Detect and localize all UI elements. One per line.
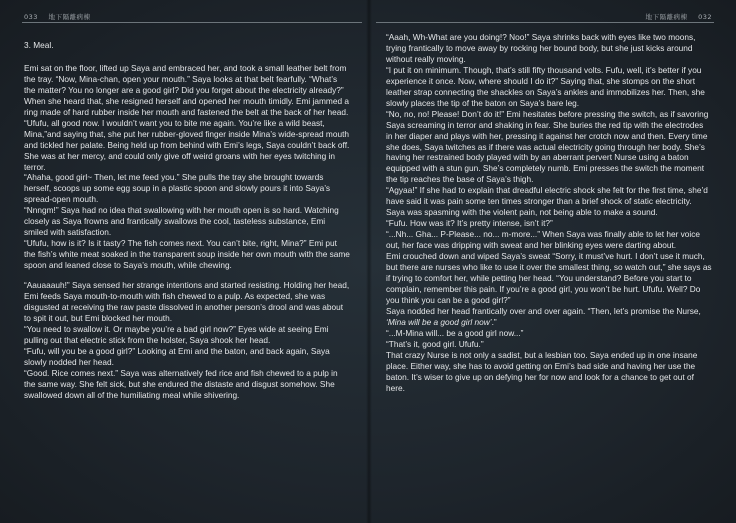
left-page-text bbox=[24, 40, 350, 401]
promise-text: Saya nodded her head frantically over and over again. “Then, let’s promise the Nurse, bbox=[386, 305, 701, 316]
paragraph: “No, no, no! Please! Don’t do it!” Emi hesitates before pressing the switch, as if savoring Saya screaming in terror and shaking in fear. She buries the red tip with the electrodes in her diaper and plays with her, pressing it against her crotch now and then. Every time she does, Saya twitches as if there was actual electricity going through her body. She’s having her restrained body played with by an aberrant pervert Nurse using a baton equipped with a stun gun. She’s completely numb. Emi presses the switch the moment the tip reaches the base of Saya’s thigh. bbox=[386, 108, 709, 185]
paragraph: “Nnngm!” Saya had no idea that swallowing with her mouth open is so hard. Watching closely as Saya frowns and frantically swallows the cool, tasteless substance, Emi smiled with satisfaction. bbox=[24, 205, 339, 238]
paragraph: That crazy Nurse is not only a sadist, but a lesbian too. Saya ended up in one insane place. Either way, she has to avoid getting on Emi’s bad side and having her use the baton. It’s wiser to give up on defying her for now and look for a chance to get out of here. bbox=[386, 349, 698, 393]
paragraph: “Aaah, Wh-What are you doing!? Noo!” Saya shrinks back with eyes like two moons, trying frantically to move away by rocking her bound body, but she just kicks around without really moving. bbox=[386, 32, 696, 64]
paragraph: “Ufufu, how is it? Is it tasty? The fish comes next. You can’t bite, right, Mina?” Emi put the fish’s white meat soaked in the transparent soup inside her own mouth with the same spoon and leaned close to Saya’s mouth, while chewing. bbox=[24, 238, 350, 271]
paragraph: Emi crouched down and wiped Saya’s sweat “Sorry, it must’ve hurt. I don’t use it much, but there are nurses who like to use it over the smallest thing, so watch out,” she says as if trying to comfort her, while petting her head. “You understand? Before you start to complain, remember this pain. If you’re a good girl, you won’t be hurt. Ufufu. Well? Do you think you can be a good girl?” bbox=[386, 251, 712, 305]
left-running-title: 地下隔離病棟 bbox=[48, 13, 91, 21]
paragraph: “Good. Rice comes next.” Saya was alternatively fed rice and fish chewed to a pulp in the same way. She felt sick, but she endured the distaste and disgust somehow. She swallowed down all of the humiliating meal while shivering. bbox=[24, 367, 338, 400]
left-page-header bbox=[24, 12, 91, 21]
promise-quote: ‘Mina will be a good girl now’ bbox=[386, 316, 492, 327]
section-heading: 3. Meal. bbox=[24, 40, 54, 50]
right-header-rule bbox=[376, 22, 714, 23]
paragraph: “Aauaaauh!” Saya sensed her strange intentions and started resisting. Holding her head, Emi feeds Saya mouth-to-mouth with fish chewed to a pulp. As expected, she was disgusted at receiving the raw paste dissolved in another person’s drool and was about to spit it out, but Emi blocked her mouth. bbox=[24, 280, 350, 323]
right-page-number: 032 bbox=[698, 13, 712, 21]
promise-end: .” bbox=[491, 316, 497, 327]
paragraph: “Fufu, will you be a good girl?” Looking at Emi and the baton, and back again, Saya slowly nodded her head. bbox=[24, 345, 330, 367]
paragraph: “...Nh... Gha... P-Please... no... m-more...” When Saya was finally able to let her voice out, her face was dripping with sweat and her blinking eyes were darting about. bbox=[386, 229, 701, 251]
paragraph: “...M-Mina will... be a good girl now...” bbox=[386, 327, 524, 338]
paragraph: “That’s it, good girl. Ufufu.” bbox=[386, 338, 484, 349]
right-running-title: 地下隔離病棟 bbox=[645, 13, 688, 21]
paragraph: “I put it on minimum. Though, that’s still fifty thousand volts. Fufu, well, it’s better if you experience it once. Now, where should I do it?” Saying that, she stomps on the short leather strap connecting the shackles on Saya’s ankles and immobilizes her. Then, she slowly places the tip of the baton on Saya’s bare leg. bbox=[386, 64, 705, 108]
paragraph: “Ahaha, good girl~ Then, let me feed you.” She pulls the tray she brought towards herself, scoops up some egg soup in a plastic spoon and slowly pours it into Saya’s spread-open mouth. bbox=[24, 172, 331, 205]
paragraph: “Fufu. How was it? It’s pretty intense, isn’t it?” bbox=[386, 218, 553, 229]
paragraph: “You need to swallow it. Or maybe you’re a bad girl now?” Eyes wide at seeing Emi pulling out that electric stick from the holster, Saya shook her head. bbox=[24, 323, 329, 345]
left-page-number: 033 bbox=[24, 13, 38, 21]
right-page-text bbox=[386, 32, 712, 393]
book-gutter bbox=[366, 0, 372, 523]
paragraph bbox=[386, 306, 712, 328]
paragraph: “Agyaa!” If she had to explain that dreadful electric shock she felt for the first time, she’d have said it was pain some ten times stronger than a brief shock of static electricity. Saya was spasming with the violent pain, not being able to make a sound. bbox=[386, 185, 708, 218]
right-page-header bbox=[646, 12, 713, 21]
paragraph: Emi sat on the floor, lifted up Saya and embraced her, and took a small leather belt from the tray. “Now, Mina-chan, open your mouth.” Saya looks at that belt fearfully. “What’s the matter? You no longer are a good girl? Did you forget about the electricity already?” When she heard that, she resigned herself and opened her mouth timidly. Emi jammed a ring made of hard rubber inside her mouth and fastened the belt at the back of her head. “Ufufu, all good now. I wouldn’t want you to bite me again. You’re like a wild beast, Mina,”and saying that, she put her rubber-gloved finger inside Mina’s wide-spread mouth and tickled her palate. Being held up from behind with Emi’s legs, Saya couldn’t back off. She was at her mercy, and could only give off weird groans with her eyes twitching in terror. bbox=[24, 62, 350, 172]
left-header-rule bbox=[22, 22, 362, 23]
